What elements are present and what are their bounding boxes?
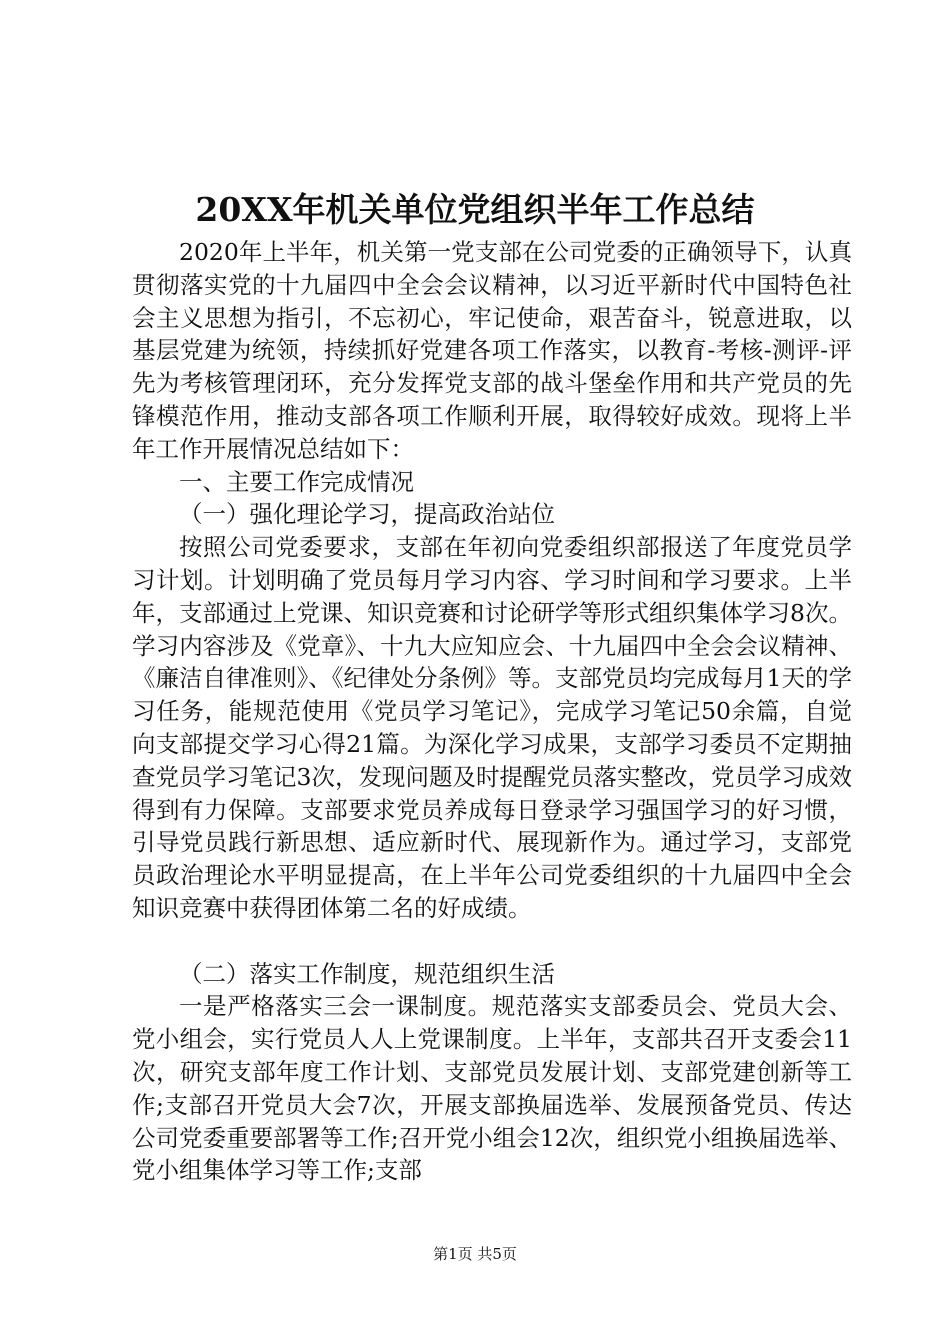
subsection-heading-work-system: （二）落实工作制度，规范组织生活	[179, 959, 555, 988]
subsection-heading-theory-study: （一）强化理论学习，提高政治站位	[179, 500, 555, 529]
document-title: 20XX年机关单位党组织半年工作总结	[195, 190, 755, 229]
intro-paragraph: 2020年上半年，机关第一党支部在公司党委的正确领导下，认真贯彻落实党的十九届四中全会会议精神，以习近平新时代中国特色社会主义思想为指引，不忘初心，牢记使命，艰苦奋斗，锐意进取，以基层党建为统领，持续抓好党建各项工作落实，以教育-考核-测评-评先为考核管理闭环，充分发挥党支部的战斗堡垒作用和共产党员的先锋模范作用，推动支部各项工作顺利开展，取得较好成效。现将上半年工作开展情况总结如下：	[132, 238, 852, 463]
page-footer: 第1页 共5页	[433, 1245, 517, 1263]
work-system-paragraph: 一是严格落实三会一课制度。规范落实支部委员会、党员大会、党小组会，实行党员人人上党课制度。上半年，支部共召开支委会11次，研究支部年度工作计划、支部党员发展计划、支部党建创新等工作;支部召开党员大会7次，开展支部换届选举、发展预备党员、传达公司党委重要部署等工作;召开党小组会12次，组织党小组换届选举、党小组集体学习等工作;支部	[132, 992, 852, 1185]
section-heading-main-work: 一、主要工作完成情况	[179, 467, 414, 496]
theory-study-paragraph: 按照公司党委要求，支部在年初向党委组织部报送了年度党员学习计划。计划明确了党员每月学习内容、学习时间和学习要求。上半年，支部通过上党课、知识竞赛和讨论研学等形式组织集体学习8次。学习内容涉及《党章》、十九大应知应会、十九届四中全会会议精神、《廉洁自律准则》、《纪律处分条例》等。支部党员均完成每月1天的学习任务，能规范使用《党员学习笔记》，完成学习笔记50余篇，自觉向支部提交学习心得21篇。为深化学习成果，支部学习委员不定期抽查党员学习笔记3次，发现问题及时提醒党员落实整改，党员学习成效得到有力保障。支部要求党员养成每日登录学习强国学习的好习惯，引导党员践行新思想、适应新时代、展现新作为。通过学习，支部党员政治理论水平明显提高，在上半年公司党委组织的十九届四中全会知识竞赛中获得团体第二名的好成绩。	[132, 533, 852, 922]
document-body	[132, 236, 852, 1187]
